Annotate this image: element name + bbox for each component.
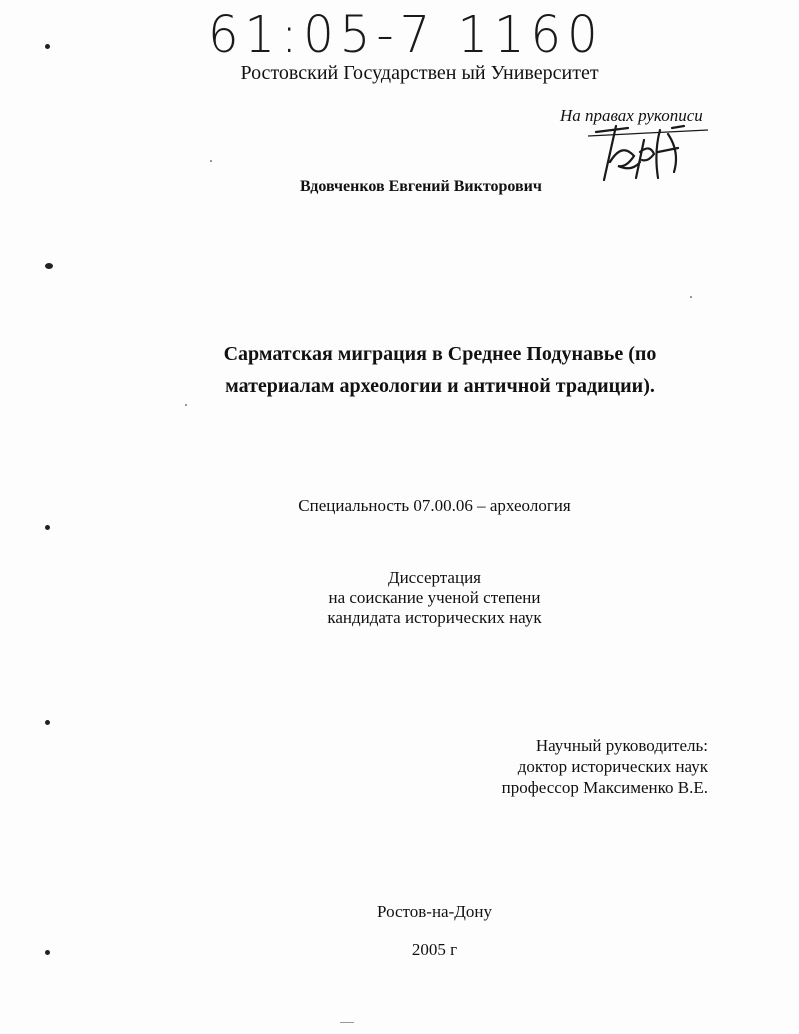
scan-mark [45, 950, 50, 955]
thesis-description [0, 568, 799, 628]
specialty-line: Специальность 07.00.06 – археология [298, 496, 571, 515]
scan-mark [45, 263, 53, 269]
thesis-line-2: на соискание ученой степени [328, 588, 541, 607]
scan-speck [690, 296, 692, 298]
scan-speck [185, 404, 187, 406]
supervisor-block [502, 735, 708, 798]
supervisor-line-2: доктор исторических наук [517, 757, 708, 776]
supervisor-line-1: Научный руководитель: [535, 736, 708, 755]
supervisor-line-3: профессор Максименко В.Е. [501, 778, 708, 797]
scan-mark [45, 720, 50, 725]
manuscript-rights-note: На правах рукописи [560, 106, 703, 125]
thesis-line-3: кандидата исторических наук [327, 608, 542, 627]
year: 2005 г [411, 940, 458, 959]
thesis-line-1: Диссертация [387, 568, 481, 587]
scan-speck [210, 160, 212, 162]
title-line-1: Сарматская миграция в Среднее Подунавье (по [223, 343, 657, 365]
archive-number-text: 61:05-7 1160 [208, 6, 604, 65]
title-line-2: материалам археологии и античной традиции). [225, 375, 655, 397]
university-name: Ростовский Государствен ый Университет [240, 62, 599, 84]
handwritten-archive-number [208, 6, 628, 68]
dissertation-title [180, 338, 700, 402]
author-name: Вдовченков Евгений Викторович [300, 178, 542, 195]
signature-icon [588, 122, 728, 184]
scan-mark [45, 44, 50, 49]
scan-mark [45, 525, 50, 530]
scan-speck [340, 1022, 354, 1023]
city: Ростов-на-Дону [377, 902, 492, 921]
